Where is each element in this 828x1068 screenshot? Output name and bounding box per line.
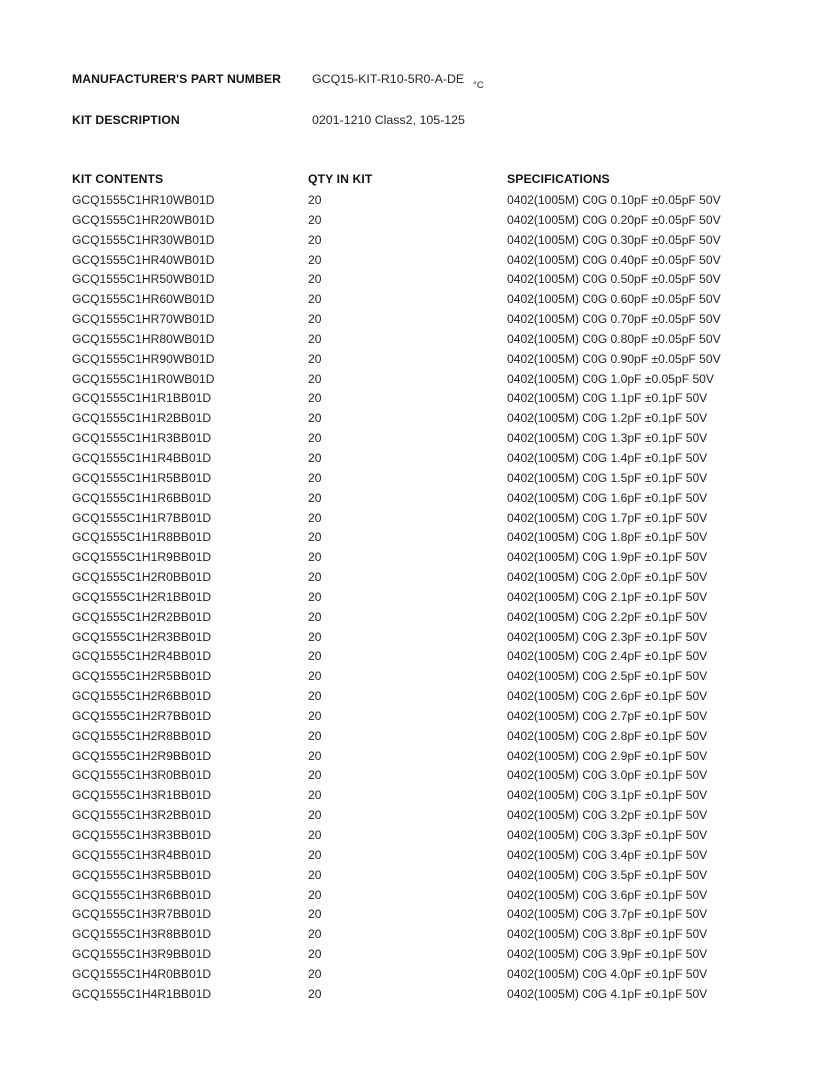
cell-part-number: GCQ1555C1H1R6BB01D	[72, 490, 212, 505]
cell-part-number: GCQ1555C1H1R2BB01D	[72, 411, 212, 426]
table-row	[72, 788, 762, 808]
cell-specification: 0402(1005M) C0G 0.50pF ±0.05pF 50V	[507, 272, 721, 287]
table-row	[72, 709, 762, 729]
table-row	[72, 749, 762, 769]
cell-specification: 0402(1005M) C0G 0.20pF ±0.05pF 50V	[507, 212, 721, 227]
cell-part-number: GCQ1555C1H1R9BB01D	[72, 550, 212, 565]
cell-specification: 0402(1005M) C0G 3.5pF ±0.1pF 50V	[507, 867, 708, 882]
cell-part-number: GCQ1555C1H3R9BB01D	[72, 947, 212, 962]
kit-description-value: 0201-1210 Class2, 105-125	[312, 113, 465, 127]
cell-part-number: GCQ1555C1H3R6BB01D	[72, 887, 212, 902]
cell-part-number: GCQ1555C1H2R8BB01D	[72, 728, 212, 743]
cell-part-number: GCQ1555C1H3R4BB01D	[72, 847, 212, 862]
table-row	[72, 292, 762, 312]
cell-quantity: 20	[308, 530, 322, 545]
cell-quantity: 20	[308, 570, 322, 585]
cell-specification: 0402(1005M) C0G 2.0pF ±0.1pF 50V	[507, 570, 708, 585]
cell-specification: 0402(1005M) C0G 1.3pF ±0.1pF 50V	[507, 431, 708, 446]
cell-specification: 0402(1005M) C0G 2.9pF ±0.1pF 50V	[507, 748, 708, 763]
column-header-kit-contents: KIT CONTENTS	[72, 172, 164, 186]
cell-part-number: GCQ1555C1H2R6BB01D	[72, 689, 212, 704]
cell-quantity: 20	[308, 669, 322, 684]
table-row	[72, 987, 762, 1007]
cell-quantity: 20	[308, 391, 322, 406]
cell-specification: 0402(1005M) C0G 0.70pF ±0.05pF 50V	[507, 312, 721, 327]
cell-specification: 0402(1005M) C0G 2.7pF ±0.1pF 50V	[507, 708, 708, 723]
cell-specification: 0402(1005M) C0G 1.9pF ±0.1pF 50V	[507, 550, 708, 565]
table-row	[72, 272, 762, 292]
cell-specification: 0402(1005M) C0G 0.90pF ±0.05pF 50V	[507, 351, 721, 366]
cell-part-number: GCQ1555C1HR60WB01D	[72, 292, 215, 307]
table-row	[72, 907, 762, 927]
kit-description-label: KIT DESCRIPTION	[72, 113, 180, 127]
cell-part-number: GCQ1555C1HR20WB01D	[72, 212, 215, 227]
table-row	[72, 312, 762, 332]
cell-quantity: 20	[308, 470, 322, 485]
cell-part-number: GCQ1555C1H1R7BB01D	[72, 510, 212, 525]
cell-specification: 0402(1005M) C0G 0.30pF ±0.05pF 50V	[507, 232, 721, 247]
cell-quantity: 20	[308, 272, 322, 287]
cell-quantity: 20	[308, 788, 322, 803]
table-row	[72, 630, 762, 650]
table-row	[72, 888, 762, 908]
cell-part-number: GCQ1555C1H4R1BB01D	[72, 986, 212, 1001]
cell-part-number: GCQ1555C1H2R5BB01D	[72, 669, 212, 684]
cell-part-number: GCQ1555C1H3R1BB01D	[72, 788, 212, 803]
table-row	[72, 689, 762, 709]
cell-quantity: 20	[308, 510, 322, 525]
cell-part-number: GCQ1555C1HR40WB01D	[72, 252, 215, 267]
cell-specification: 0402(1005M) C0G 1.8pF ±0.1pF 50V	[507, 530, 708, 545]
table-row	[72, 471, 762, 491]
kit-description-row	[72, 113, 756, 134]
table-row	[72, 947, 762, 967]
table-row	[72, 570, 762, 590]
cell-part-number: GCQ1555C1H2R0BB01D	[72, 570, 212, 585]
cell-quantity: 20	[308, 649, 322, 664]
table-row	[72, 768, 762, 788]
cell-specification: 0402(1005M) C0G 1.5pF ±0.1pF 50V	[507, 470, 708, 485]
cell-quantity: 20	[308, 748, 322, 763]
manufacturer-part-number-row	[72, 72, 756, 93]
cell-specification: 0402(1005M) C0G 1.1pF ±0.1pF 50V	[507, 391, 708, 406]
table-row	[72, 193, 762, 213]
cell-part-number: GCQ1555C1H1R8BB01D	[72, 530, 212, 545]
cell-part-number: GCQ1555C1H1R5BB01D	[72, 470, 212, 485]
cell-specification: 0402(1005M) C0G 3.4pF ±0.1pF 50V	[507, 847, 708, 862]
cell-part-number: GCQ1555C1H2R9BB01D	[72, 748, 212, 763]
cell-part-number: GCQ1555C1H2R2BB01D	[72, 609, 212, 624]
table-row	[72, 848, 762, 868]
table-row	[72, 649, 762, 669]
cell-specification: 0402(1005M) C0G 3.0pF ±0.1pF 50V	[507, 768, 708, 783]
cell-quantity: 20	[308, 232, 322, 247]
cell-part-number: GCQ1555C1H3R3BB01D	[72, 828, 212, 842]
cell-specification: 0402(1005M) C0G 1.4pF ±0.1pF 50V	[507, 450, 708, 465]
cell-quantity: 20	[308, 351, 322, 366]
cell-specification: 0402(1005M) C0G 3.9pF ±0.1pF 50V	[507, 947, 708, 962]
cell-specification: 0402(1005M) C0G 0.80pF ±0.05pF 50V	[507, 331, 721, 346]
cell-specification: 0402(1005M) C0G 1.0pF ±0.05pF 50V	[507, 371, 714, 386]
cell-specification: 0402(1005M) C0G 3.8pF ±0.1pF 50V	[507, 927, 708, 942]
table-row	[72, 253, 762, 273]
cell-specification: 0402(1005M) C0G 2.4pF ±0.1pF 50V	[507, 649, 708, 664]
table-row	[72, 511, 762, 531]
table-row	[72, 431, 762, 451]
cell-part-number: GCQ1555C1H2R1BB01D	[72, 589, 212, 604]
table-row	[72, 332, 762, 352]
cell-part-number: GCQ1555C1H1R3BB01D	[72, 431, 212, 446]
cell-specification: 0402(1005M) C0G 1.7pF ±0.1pF 50V	[507, 510, 708, 525]
cell-quantity: 20	[308, 768, 322, 783]
table-row	[72, 451, 762, 471]
manufacturer-part-number-value: GCQ15-KIT-R10-5R0-A-DE	[312, 72, 465, 86]
table-row	[72, 233, 762, 253]
cell-quantity: 20	[308, 629, 322, 644]
cell-quantity: 20	[308, 312, 322, 327]
cell-specification: 0402(1005M) C0G 2.2pF ±0.1pF 50V	[507, 609, 708, 624]
cell-part-number: GCQ1555C1HR70WB01D	[72, 312, 215, 327]
cell-part-number: GCQ1555C1H2R4BB01D	[72, 649, 212, 664]
table-row	[72, 868, 762, 888]
table-row	[72, 590, 762, 610]
cell-specification: 0402(1005M) C0G 2.6pF ±0.1pF 50V	[507, 689, 708, 704]
column-header-qty-in-kit: QTY IN KIT	[308, 172, 373, 186]
table-row	[72, 828, 762, 848]
cell-specification: 0402(1005M) C0G 3.3pF ±0.1pF 50V	[507, 828, 708, 842]
cell-part-number: GCQ1555C1H1R4BB01D	[72, 450, 212, 465]
cell-part-number: GCQ1555C1H3R0BB01D	[72, 768, 212, 783]
table-row	[72, 352, 762, 372]
cell-quantity: 20	[308, 212, 322, 227]
cell-quantity: 20	[308, 828, 322, 842]
cell-part-number: GCQ1555C1HR80WB01D	[72, 331, 215, 346]
cell-quantity: 20	[308, 609, 322, 624]
table-row	[72, 530, 762, 550]
table-row	[72, 213, 762, 233]
cell-quantity: 20	[308, 193, 322, 207]
cell-quantity: 20	[308, 550, 322, 565]
cell-quantity: 20	[308, 431, 322, 446]
degrees-celsius-unit: °C	[473, 80, 484, 91]
cell-quantity: 20	[308, 292, 322, 307]
table-row	[72, 391, 762, 411]
cell-quantity: 20	[308, 708, 322, 723]
cell-specification: 0402(1005M) C0G 1.6pF ±0.1pF 50V	[507, 490, 708, 505]
cell-quantity: 20	[308, 371, 322, 386]
table-row	[72, 967, 762, 987]
cell-part-number: GCQ1555C1H3R5BB01D	[72, 867, 212, 882]
cell-part-number: GCQ1555C1H2R3BB01D	[72, 629, 212, 644]
cell-specification: 0402(1005M) C0G 2.1pF ±0.1pF 50V	[507, 589, 708, 604]
table-row	[72, 491, 762, 511]
cell-quantity: 20	[308, 252, 322, 267]
cell-part-number: GCQ1555C1HR50WB01D	[72, 272, 215, 287]
cell-specification: 0402(1005M) C0G 1.2pF ±0.1pF 50V	[507, 411, 708, 426]
cell-quantity: 20	[308, 927, 322, 942]
cell-part-number: GCQ1555C1HR10WB01D	[72, 193, 215, 207]
cell-quantity: 20	[308, 966, 322, 981]
cell-quantity: 20	[308, 331, 322, 346]
cell-quantity: 20	[308, 887, 322, 902]
column-header-specifications: SPECIFICATIONS	[507, 172, 610, 186]
cell-specification: 0402(1005M) C0G 2.5pF ±0.1pF 50V	[507, 669, 708, 684]
cell-quantity: 20	[308, 411, 322, 426]
kit-metadata-block	[72, 72, 756, 154]
cell-part-number: GCQ1555C1H3R7BB01D	[72, 907, 212, 922]
cell-specification: 0402(1005M) C0G 3.2pF ±0.1pF 50V	[507, 808, 708, 823]
cell-specification: 0402(1005M) C0G 0.10pF ±0.05pF 50V	[507, 193, 721, 207]
cell-part-number: GCQ1555C1HR90WB01D	[72, 351, 215, 366]
cell-quantity: 20	[308, 450, 322, 465]
kit-contents-table	[72, 172, 762, 1007]
cell-part-number: GCQ1555C1H1R1BB01D	[72, 391, 212, 406]
cell-part-number: GCQ1555C1HR30WB01D	[72, 232, 215, 247]
cell-quantity: 20	[308, 847, 322, 862]
cell-specification: 0402(1005M) C0G 3.7pF ±0.1pF 50V	[507, 907, 708, 922]
cell-part-number: GCQ1555C1H2R7BB01D	[72, 708, 212, 723]
cell-part-number: GCQ1555C1H3R8BB01D	[72, 927, 212, 942]
cell-quantity: 20	[308, 986, 322, 1001]
cell-quantity: 20	[308, 808, 322, 823]
table-row	[72, 610, 762, 630]
cell-quantity: 20	[308, 490, 322, 505]
table-row	[72, 669, 762, 689]
table-row	[72, 372, 762, 392]
cell-quantity: 20	[308, 728, 322, 743]
table-header-row	[72, 172, 762, 193]
cell-part-number: GCQ1555C1H4R0BB01D	[72, 966, 212, 981]
table-row	[72, 411, 762, 431]
table-body	[72, 193, 762, 1007]
cell-specification: 0402(1005M) C0G 2.3pF ±0.1pF 50V	[507, 629, 708, 644]
cell-specification: 0402(1005M) C0G 4.1pF ±0.1pF 50V	[507, 986, 708, 1001]
cell-specification: 0402(1005M) C0G 0.40pF ±0.05pF 50V	[507, 252, 721, 267]
cell-quantity: 20	[308, 589, 322, 604]
table-row	[72, 927, 762, 947]
cell-specification: 0402(1005M) C0G 2.8pF ±0.1pF 50V	[507, 728, 708, 743]
cell-specification: 0402(1005M) C0G 4.0pF ±0.1pF 50V	[507, 966, 708, 981]
cell-specification: 0402(1005M) C0G 0.60pF ±0.05pF 50V	[507, 292, 721, 307]
cell-specification: 0402(1005M) C0G 3.6pF ±0.1pF 50V	[507, 887, 708, 902]
cell-quantity: 20	[308, 867, 322, 882]
cell-part-number: GCQ1555C1H3R2BB01D	[72, 808, 212, 823]
cell-quantity: 20	[308, 907, 322, 922]
cell-quantity: 20	[308, 689, 322, 704]
cell-part-number: GCQ1555C1H1R0WB01D	[72, 371, 215, 386]
cell-specification: 0402(1005M) C0G 3.1pF ±0.1pF 50V	[507, 788, 708, 803]
table-row	[72, 808, 762, 828]
table-row	[72, 550, 762, 570]
table-row	[72, 729, 762, 749]
manufacturer-part-number-label: MANUFACTURER'S PART NUMBER	[72, 72, 282, 86]
cell-quantity: 20	[308, 947, 322, 962]
